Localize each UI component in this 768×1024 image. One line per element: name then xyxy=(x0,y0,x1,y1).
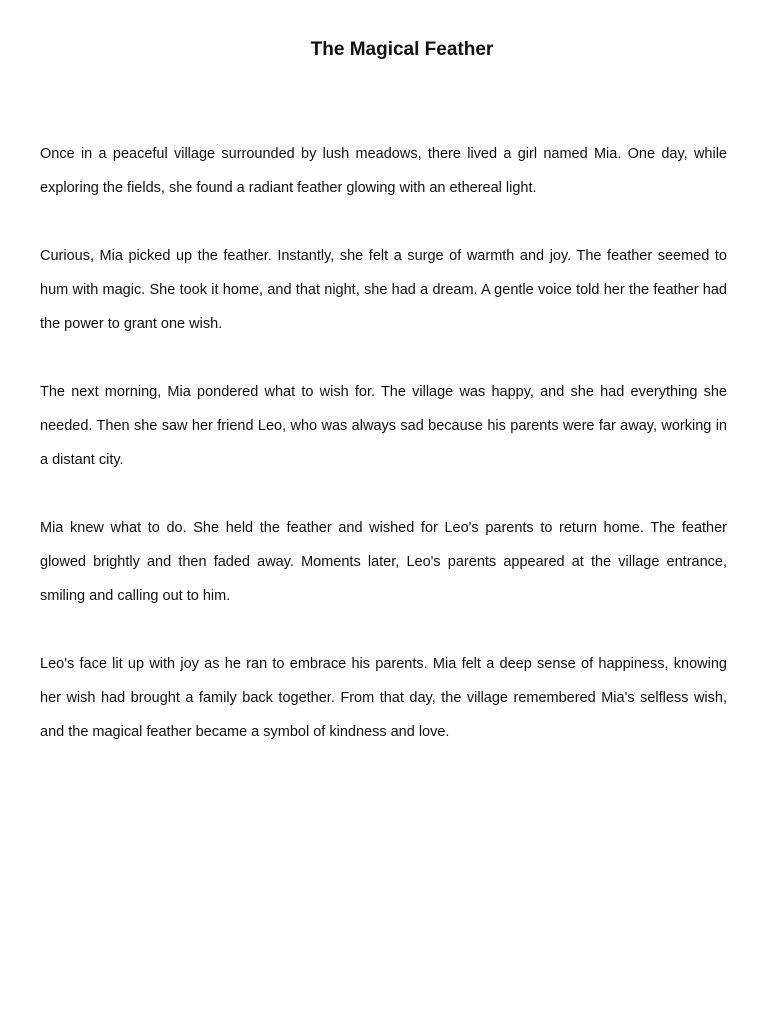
paragraph-4: Mia knew what to do. She held the feather and wished for Leo's parents to return home. The feather glowed brightly and then faded away. Moments later, Leo's parents appeared at the village entrance, smiling and calling out to him. xyxy=(40,520,727,604)
document-title: The Magical Feather xyxy=(310,39,494,60)
paragraph-2: Curious, Mia picked up the feather. Instantly, she felt a surge of warmth and joy. The feather seemed to hum with magic. She took it home, and that night, she had a dream. A gentle voice told her the feather had the power to grant one wish. xyxy=(40,248,727,332)
document-body xyxy=(40,137,727,783)
paragraph-1: Once in a peaceful village surrounded by lush meadows, there lived a girl named Mia. One day, while exploring the fields, she found a radiant feather glowing with an ethereal light. xyxy=(40,146,727,196)
paragraph-3: The next morning, Mia pondered what to wish for. The village was happy, and she had everything she needed. Then she saw her friend Leo, who was always sad because his parents were far away, working in a distant city. xyxy=(40,384,727,468)
paragraph-5: Leo's face lit up with joy as he ran to embrace his parents. Mia felt a deep sense of happiness, knowing her wish had brought a family back together. From that day, the village remembered Mia's selfless wish, and the magical feather became a symbol of kindness and love. xyxy=(40,656,727,740)
